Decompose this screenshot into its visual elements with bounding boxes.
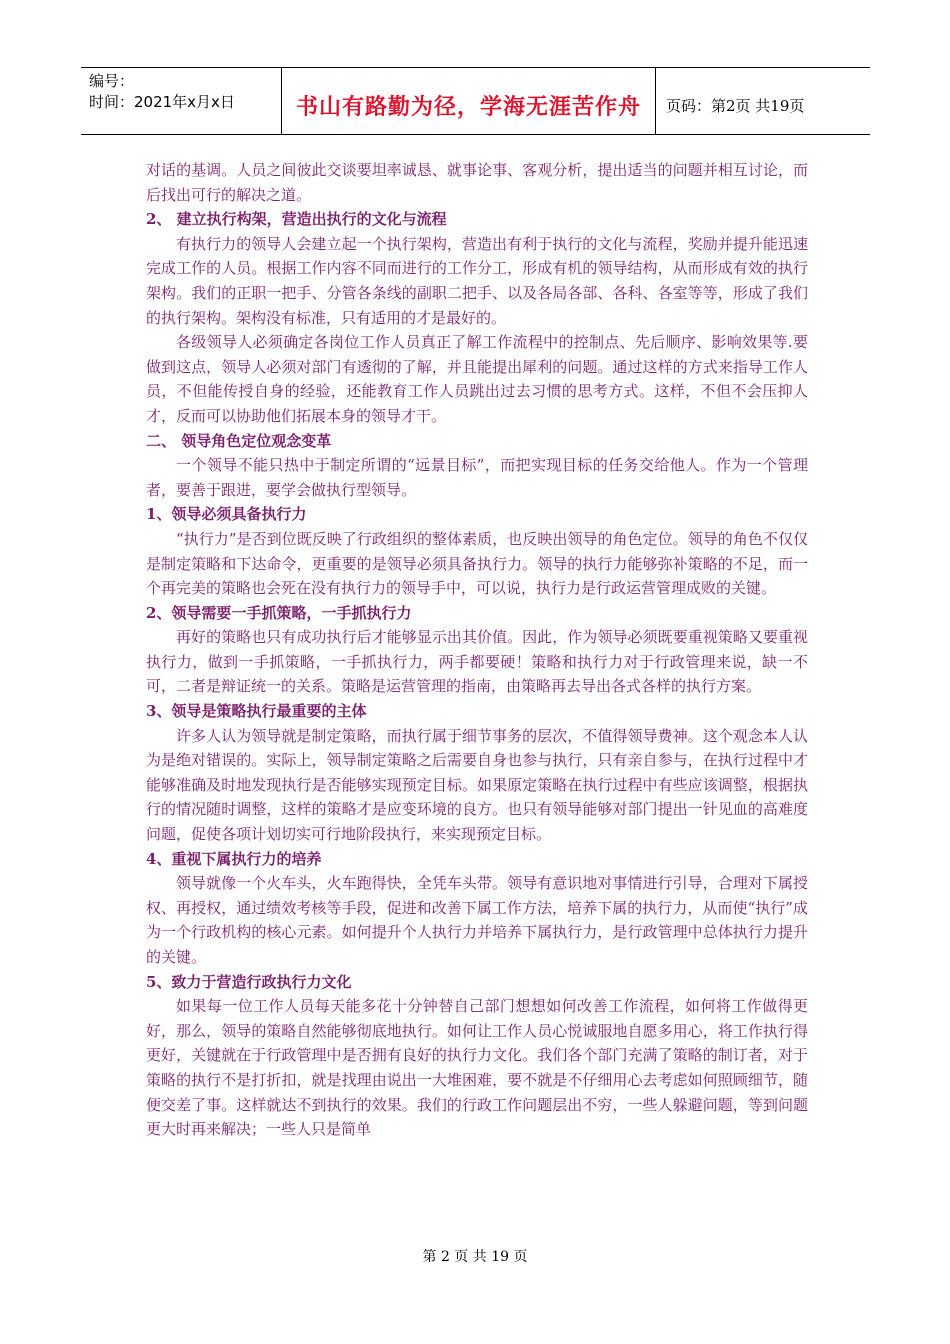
header-motto: 书山有路勤为径，学海无涯苦作舟 (281, 68, 656, 134)
paragraph: 再好的策略也只有成功执行后才能够显示出其价值。因此，作为领导必须既要重视策略又要重视执行力，做到一手抓策略，一手抓执行力，两手都要硬！策略和执行力对于行政管理来说，缺一不可，二者是辩证统一的关系。策略是运营管理的指南，由策略再去导出各式各样的执行方案。 (146, 628, 808, 696)
paragraph: 一个领导不能只热中于制定所谓的“远景目标”，而把实现目标的任务交给他人。作为一个管理者，要善于跟进，要学会做执行型领导。 (146, 456, 808, 499)
paragraph: 各级领导人必须确定各岗位工作人员真正了解工作流程中的控制点、先后顺序、影响效果等.要做到这点，领导人必须对部门有透彻的了解，并且能提出犀利的问题。通过这样的方式来指导工作人员，不但能传授自身的经验，还能教育工作人员跳出过去习惯的思考方式。这样，不但不会压抑人才，反而可以协助他们拓展本身的领导才干。 (146, 333, 808, 425)
section-heading: 二、 领导角色定位观念变革 (146, 431, 332, 450)
section-heading: 5、致力于营造行政执行力文化 (146, 972, 352, 991)
page-footer: 第 2 页 共 19 页 (422, 1249, 528, 1265)
paragraph: 对话的基调。人员之间彼此交谈要坦率诚恳、就事论事、客观分析，提出适当的问题并相互讨论，而后找出可行的解决之道。 (146, 161, 808, 204)
document-body (146, 158, 808, 1142)
number-label: 编号： (89, 72, 135, 90)
paragraph: 领导就像一个火车头，火车跑得快，全凭车头带。领导有意识地对事情进行引导，合理对下属授权、再授权，通过绩效考核等手段，促进和改善下属工作方法，培养下属的执行力，从而使“执行”成为一个行政机构的核心元素。如何提升个人执行力并培养下属执行力，是行政管理中总体执行力提升的关键。 (146, 874, 808, 966)
date-label: 时间：2021年x月x日 (89, 93, 235, 111)
section-heading: 2、领导需要一手抓策略，一手抓执行力 (146, 603, 412, 622)
paragraph: “执行力”是否到位既反映了行政组织的整体素质，也反映出领导的角色定位。领导的角色不仅仅是制定策略和下达命令，更重要的是领导必须具备执行力。领导的执行力能够弥补策略的不足，而一个再完美的策略也会死在没有执行力的领导手中，可以说，执行力是行政运营管理成败的关键。 (146, 529, 808, 598)
section-heading: 1、领导必须具备执行力 (146, 505, 307, 524)
section-heading: 2、 建立执行构架，营造出执行的文化与流程 (146, 210, 447, 229)
header-page-info: 页码：第2页 共19页 (666, 97, 805, 115)
header-left-cell (81, 68, 281, 134)
paragraph: 如果每一位工作人员每天能多花十分钟替自己部门想想如何改善工作流程，如何将工作做得更好，那么，领导的策略自然能够彻底地执行。如何让工作人员心悦诚服地自愿多用心，将工作执行得更好，关键就在于行政管理中是否拥有良好的执行力文化。我们各个部门充满了策略的制订者，对于策略的执行不是打折扣，就是找理由说出一大堆困难，要不就是不仔细用心去考虑如何照顾细节，随便交差了事。这样就达不到执行的效果。我们的行政工作问题层出不穷，一些人躲避问题，等到问题更大时再来解决；一些人只是简单 (146, 997, 808, 1139)
section-heading: 3、领导是策略执行最重要的主体 (146, 702, 367, 721)
paragraph: 有执行力的领导人会建立起一个执行架构，营造出有利于执行的文化与流程，奖励并提升能迅速完成工作的人员。根据工作内容不同而进行的工作分工，形成有机的领导结构，从而形成有效的执行架构。我们的正职一把手、分管各条线的副职二把手、以及各局各部、各科、各室等等，形成了我们的执行架构。架构没有标准，只有适用的才是最好的。 (146, 234, 808, 327)
section-heading: 4、重视下属执行力的培养 (146, 849, 322, 868)
page-header (81, 67, 870, 135)
paragraph: 许多人认为领导就是制定策略，而执行属于细节事务的层次，不值得领导费神。这个观念本人认为是绝对错误的。实际上，领导制定策略之后需要自身也参与执行，只有亲自参与，在执行过程中才能够准确及时地发现执行是否能够实现预定目标。如果原定策略在执行过程中有些应该调整，根据执行的情况随时调整，这样的策略才是应变环境的良方。也只有领导能够对部门提出一针见血的高难度问题，促使各项计划切实可行地阶段执行，来实现预定目标。 (146, 726, 808, 844)
